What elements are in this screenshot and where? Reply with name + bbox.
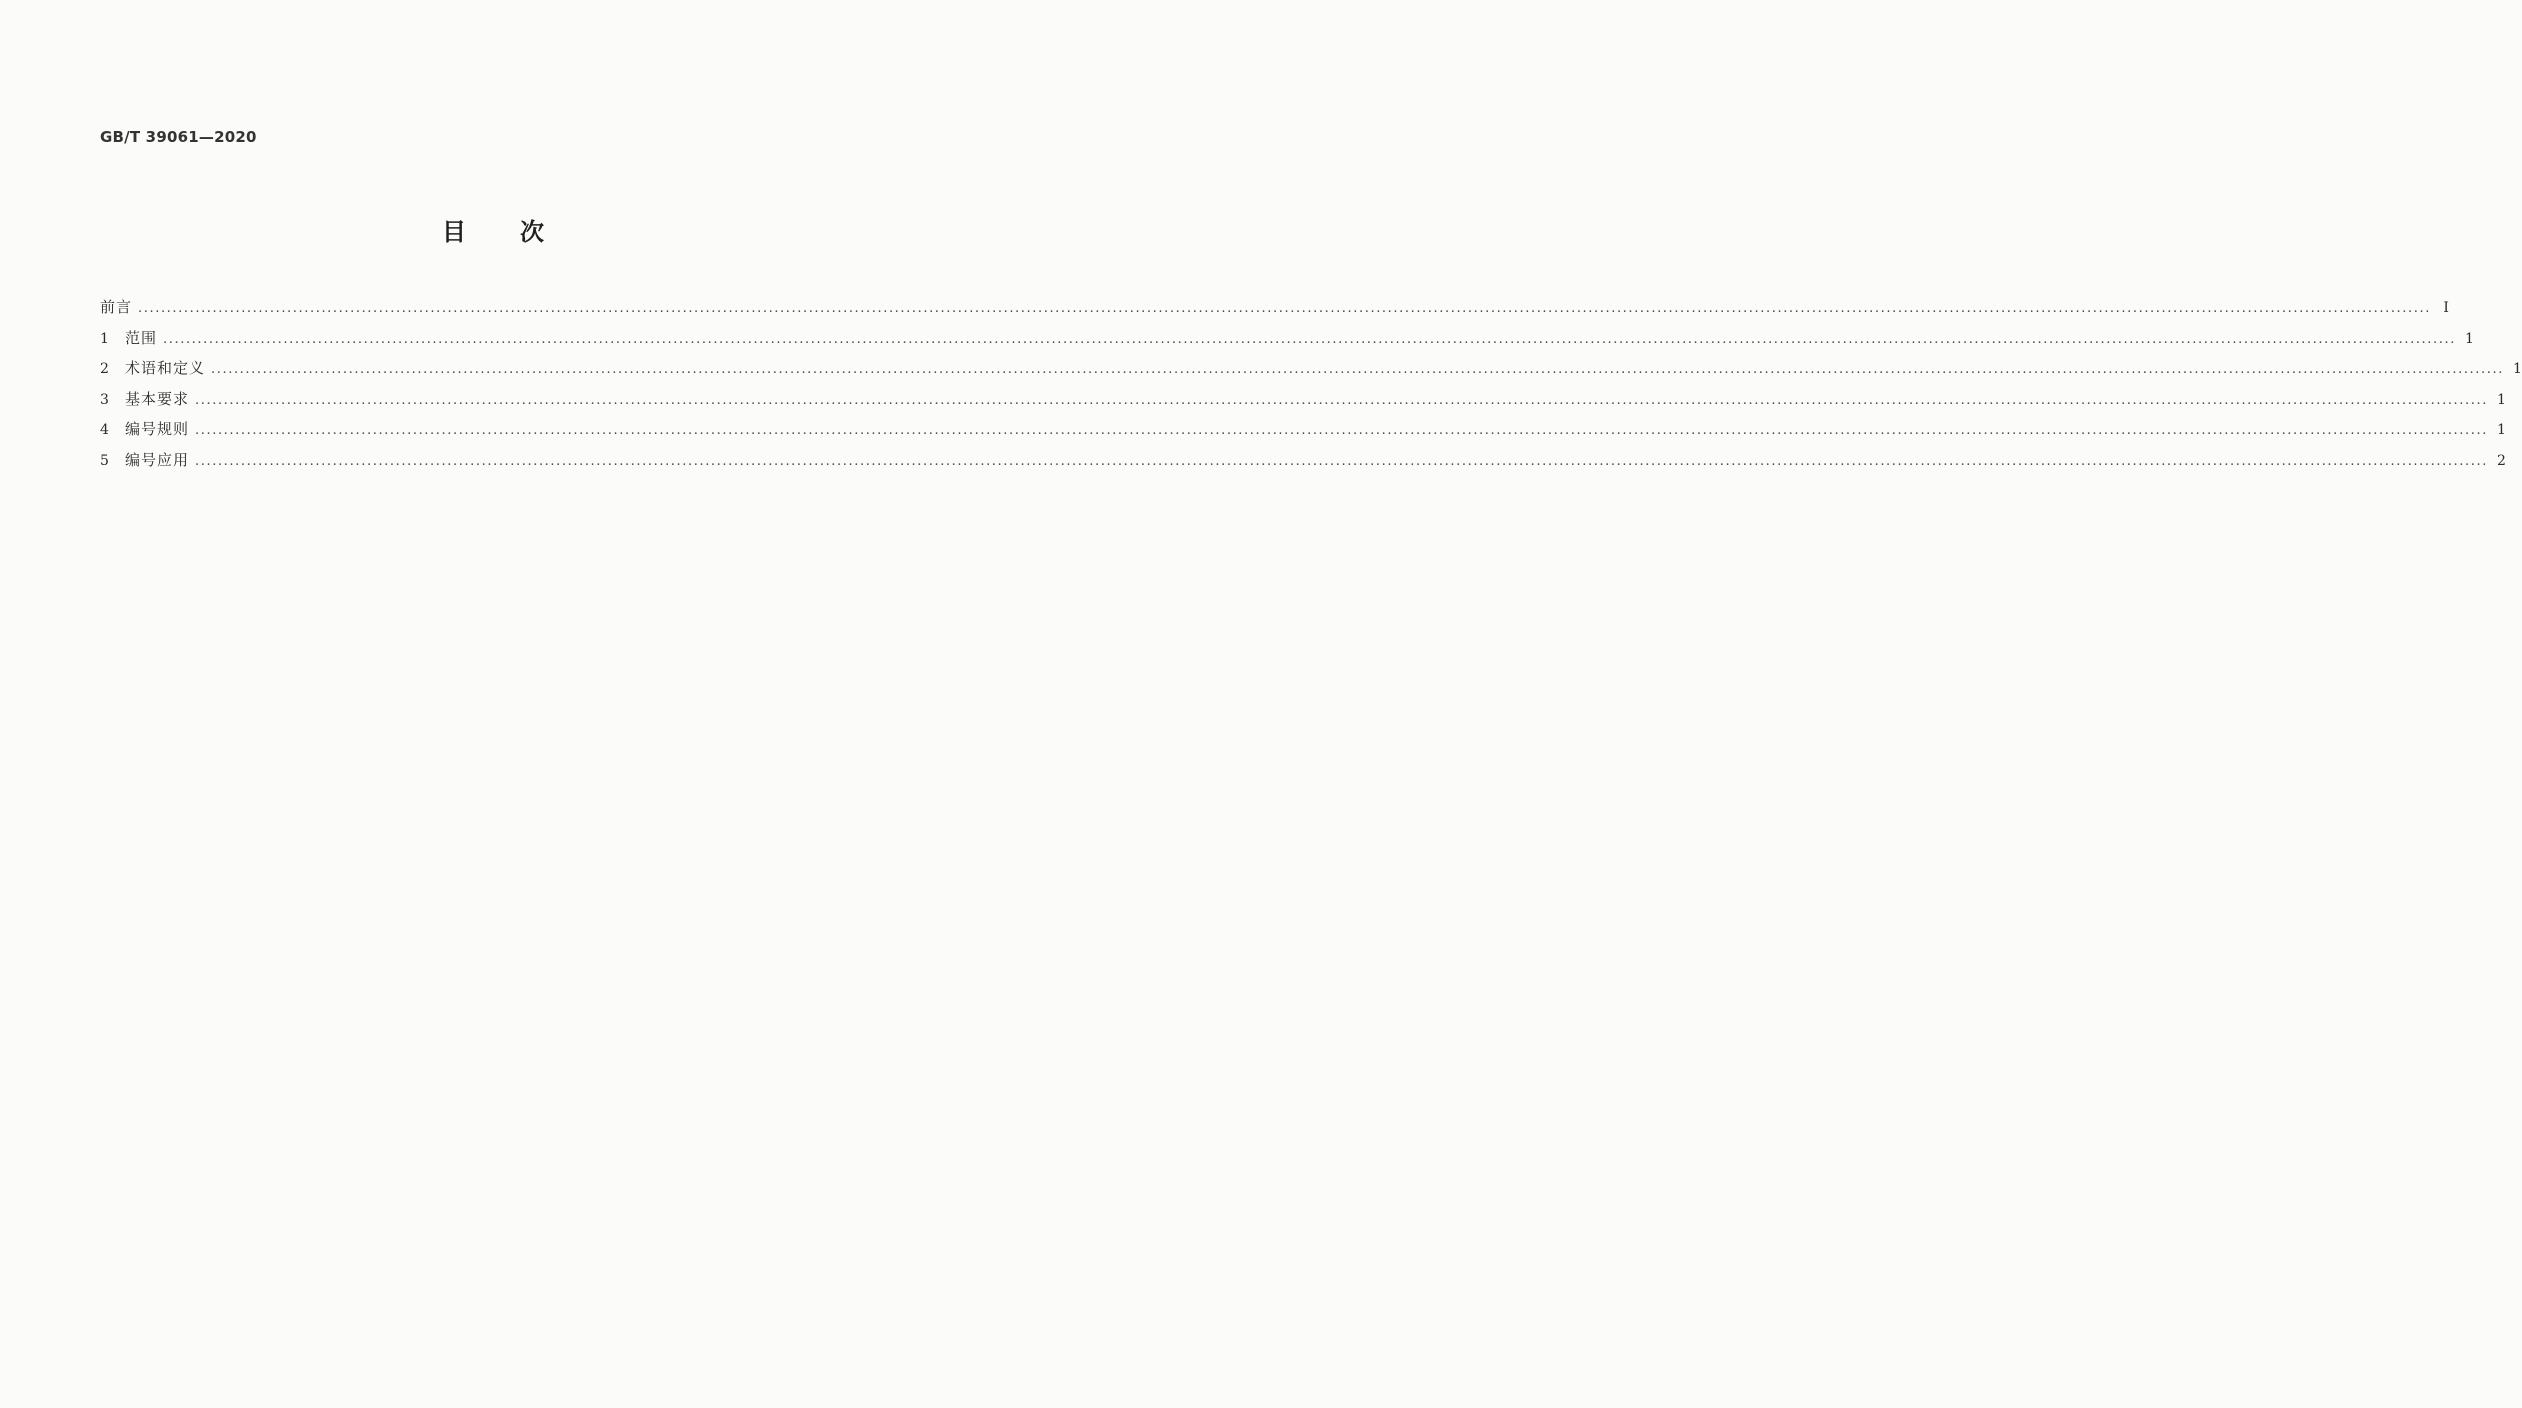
toc-entry-page: 1 — [2513, 361, 2522, 377]
toc-entry-page: 2 — [2497, 452, 2506, 469]
table-of-contents — [100, 296, 2522, 479]
toc-entry-scope[interactable] — [100, 327, 2474, 358]
toc-entry-label: 范围 — [125, 328, 158, 347]
toc-entry-numbering-application[interactable] — [100, 449, 2506, 480]
toc-entry-number: 3 — [100, 391, 109, 408]
toc-entry-requirements[interactable] — [100, 388, 2506, 419]
toc-leader-dots: ................................................................................................................................................................................................................................................................................................................................................................................................................ — [211, 362, 2504, 377]
toc-entry-label: 编号规则 — [125, 420, 190, 438]
standard-number: GB/T 39061—2020 — [100, 128, 257, 146]
toc-entry-label: 编号应用 — [125, 450, 190, 469]
toc-entry-number: 1 — [100, 330, 109, 347]
toc-entry-numbering-rules[interactable] — [100, 418, 2506, 449]
toc-entry-preface[interactable] — [100, 296, 2449, 327]
toc-leader-dots: ................................................................................................................................................................................................................................................................................................................................................................................................................ — [195, 453, 2488, 469]
toc-entry-label: 基本要求 — [125, 389, 190, 408]
toc-leader-dots: ................................................................................................................................................................................................................................................................................................................................................................................................................ — [195, 392, 2488, 408]
toc-leader-dots: ................................................................................................................................................................................................................................................................................................................................................................................................................ — [138, 301, 2431, 316]
toc-entry-number: 5 — [100, 452, 109, 469]
toc-title: 目次 — [442, 218, 598, 246]
toc-entry-number: 4 — [100, 422, 109, 438]
toc-leader-dots: ................................................................................................................................................................................................................................................................................................................................................................................................................ — [163, 331, 2456, 347]
toc-entry-page: 1 — [2497, 422, 2506, 438]
toc-entry-label: 术语和定义 — [125, 359, 206, 377]
toc-entry-label: 前言 — [100, 298, 133, 316]
toc-entry-terms[interactable] — [100, 357, 2522, 388]
toc-entry-page: 1 — [2497, 391, 2506, 408]
toc-entry-page: 1 — [2465, 330, 2474, 347]
toc-entry-number: 2 — [100, 361, 109, 377]
toc-leader-dots: ................................................................................................................................................................................................................................................................................................................................................................................................................ — [195, 423, 2488, 438]
toc-entry-page: I — [2443, 300, 2449, 316]
